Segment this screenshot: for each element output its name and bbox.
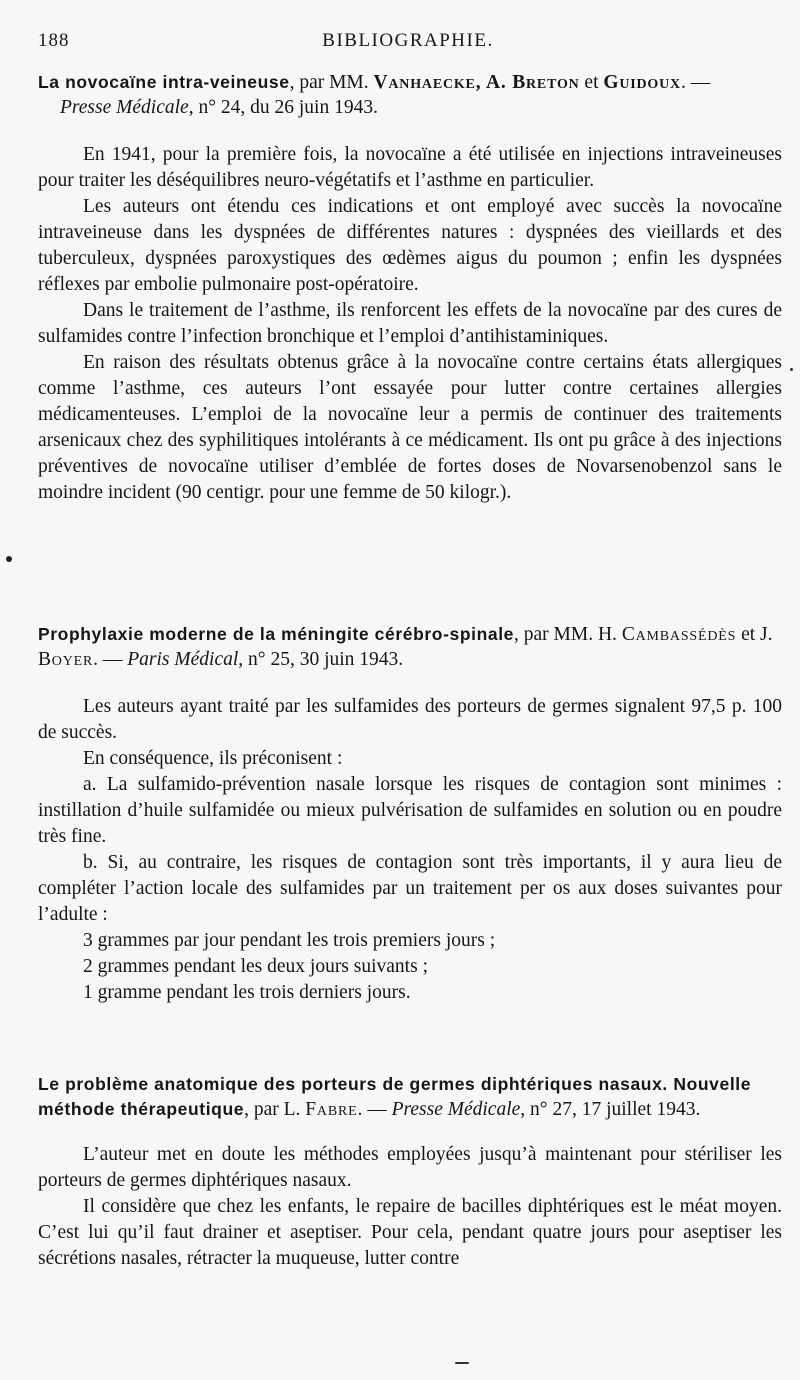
article-1-paragraph: Les auteurs ont étendu ces indications et ont employé avec succès la novocaïne intraveineuse dans les dyspnées de différentes natures : dyspnées des vieillards et des tuberculeux, dyspnées paroxystiques des œdèmes aigus du poumon ; enfin les dyspnées réflexes par embolie pulmonaire post-opératoire. (38, 196, 782, 295)
article-1-title: La novocaïne intra-veineuse (38, 72, 290, 92)
article-2-paragraph: En conséquence, ils préconisent : (83, 748, 343, 769)
article-2-paragraph: Les auteurs ayant traité par les sulfamides des porteurs de germes signalent 97,5 p. 100 de succès. (38, 696, 782, 743)
article-3 (38, 1072, 782, 1272)
article-1-paragraph: Dans le traitement de l’asthme, ils renforcent les effets de la novocaïne par des cures de sulfamides contre l’infection bronchique et l’emploi d’antihistaminiques. (38, 300, 782, 347)
article-2 (38, 622, 782, 1006)
article-2-reference: Prophylaxie moderne de la méningite cérébro-spinale, par MM. H. Cambassédès et J. Boyer. — Paris Médical, n° 25, 30 juin 1943. (38, 624, 773, 670)
page-number: 188 (38, 30, 70, 51)
article-2-journal: Paris Médical (127, 649, 239, 670)
article-2-last-author: Boyer (38, 649, 94, 670)
scan-speck (455, 1362, 469, 1364)
article-3-paragraph: Il considère que chez les enfants, le repaire de bacilles diphtériques est le méat moyen. C’est lui qu’il faut drainer et aseptiser. Pour cela, pendant quatre jours pour aseptiser les sécrétions nasales, rétracter la muqueuse, lutter contre (38, 1196, 782, 1269)
article-2-title: Prophylaxie moderne de la méningite cérébro-spinale (38, 624, 515, 644)
article-1-issue: , n° 24, du 26 juin 1943. (188, 97, 378, 118)
article-2-authors: Cambassédès (621, 624, 737, 645)
page-header (38, 30, 778, 60)
article-3-issue: , n° 27, 17 juillet 1943. (520, 1099, 701, 1120)
article-3-reference: Le problème anatomique des porteurs de germes diphtériques nasaux. Nouvelle méthode thérapeutique, par L. Fabre. — Presse Médicale, n° 27, 17 juillet 1943. (38, 1074, 752, 1120)
article-2-issue: , n° 25, 30 juin 1943. (238, 649, 404, 670)
dose-line: 2 grammes pendant les deux jours suivants ; (83, 956, 428, 977)
article-3-title: Le problème anatomique des porteurs de germes diphtériques nasaux. Nouvelle méthode thérapeutique (38, 1074, 752, 1119)
article-1-authors: Vanhaecke, A. Breton (373, 72, 580, 93)
article-2-paragraph: b. Si, au contraire, les risques de contagion sont très importants, il y aura lieu de compléter l’action locale des sulfamides par un traitement per os aux doses suivantes pour l’adulte : (38, 852, 782, 925)
article-1-last-author: Guidoux (603, 72, 681, 93)
article-1-paragraph: En raison des résultats obtenus grâce à la novocaïne contre certains états allergiques comme l’asthme, ces auteurs l’ont essayée pour lutter contre certaines allergies médicamenteuses. L’emploi de la novocaïne leur a permis de continuer des traitements arsenicaux chez des syphilitiques intolérants à ce médicament. Ils ont pu grâce à des injections préventives de novocaïne utiliser d’emblée de fortes doses de Novarsenobenzol sans le moindre incident (90 centigr. pour une femme de 50 kilogr.). (38, 352, 782, 503)
article-1 (38, 70, 782, 506)
article-3-journal: Presse Médicale (391, 1099, 521, 1120)
article-1-reference: La novocaïne intra-veineuse, par MM. Vanhaecke, A. Breton et Guidoux. — Presse Médicale, n° 24, du 26 juin 1943. (38, 72, 711, 118)
margin-dot (6, 556, 12, 562)
scan-speck (790, 368, 793, 371)
dose-line: 3 grammes par jour pendant les trois premiers jours ; (83, 930, 496, 951)
dose-line: 1 gramme pendant les trois derniers jours. (83, 982, 411, 1003)
article-1-paragraph: En 1941, pour la première fois, la novocaïne a été utilisée en injections intraveineuses pour traiter les déséquilibres neuro-végétatifs et l’asthme en particulier. (38, 144, 782, 191)
article-1-journal: Presse Médicale (60, 97, 189, 118)
article-3-paragraph: L’auteur met en doute les méthodes employées jusqu’à maintenant pour stériliser les porteurs de germes diphtériques nasaux. (38, 1144, 782, 1191)
article-2-paragraph: a. La sulfamido-prévention nasale lorsque les risques de contagion sont minimes : instillation d’huile sulfamidée ou mieux pulvérisation de sulfamides en solution ou en poudre très fine. (38, 774, 782, 847)
running-title: BIBLIOGRAPHIE. (322, 30, 494, 51)
article-3-last-author: Fabre (305, 1099, 358, 1120)
